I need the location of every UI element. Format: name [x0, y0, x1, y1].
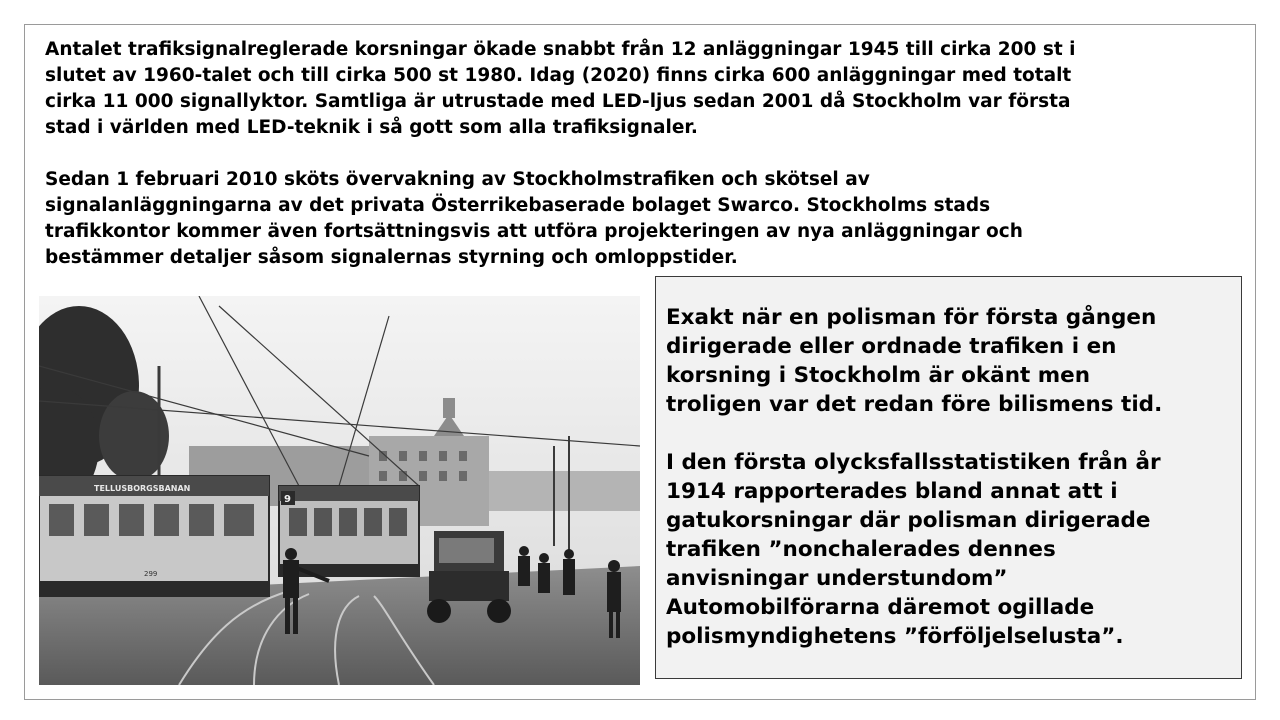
tram-sign: TELLUSBORGSBANAN	[94, 484, 191, 493]
paragraph-traffic-signals: Antalet trafiksignalreglerade korsningar ökade snabbt från 12 anläggningar 1945 till cirka 200 st i slutet av 1960-talet och till cirka 500 st 1980. Idag (2020) finns cirka 600 anläggningar med totalt cirka 11 000 signallyktor. Samtliga är utrustade med LED-ljus sedan 2001 då Stockholm var första stad i världen med LED-teknik i så gott som alla trafiksignaler.	[45, 39, 1076, 138]
info-paragraph-statistics: I den första olycksfallsstatistiken från år 1914 rapporterades bland annat att i gatukorsningar där polisman dirigerade trafiken ”nonchalerades dennes anvisningar understundom” Automobilförarna däremot ogillade polismyndighetens ”förföljelselusta”.	[666, 450, 1161, 649]
historic-street-photo	[39, 296, 640, 685]
center-tram	[279, 486, 419, 576]
paragraph-swarco: Sedan 1 februari 2010 sköts övervakning av Stockholmstrafiken och skötsel av signalanläggningarna av det privata Österrikebaserade bolaget Swarco. Stockholms stads trafikkontor kommer även fortsättningsvis att utföra projekteringen av nya anläggningar och bestämmer detaljer såsom signalernas styrning och omloppstider.	[45, 169, 1023, 268]
info-paragraph-police: Exakt när en polisman för första gången dirigerade eller ordnade trafiken i en korsning i Stockholm är okänt men troligen var det redan före bilismens tid.	[666, 305, 1163, 417]
left-tram	[39, 476, 269, 596]
tram-number: 9	[284, 494, 291, 505]
info-box	[655, 276, 1242, 679]
body-text	[45, 37, 1225, 271]
tram-car-number: 299	[144, 570, 158, 578]
photo-illustration	[39, 296, 640, 685]
